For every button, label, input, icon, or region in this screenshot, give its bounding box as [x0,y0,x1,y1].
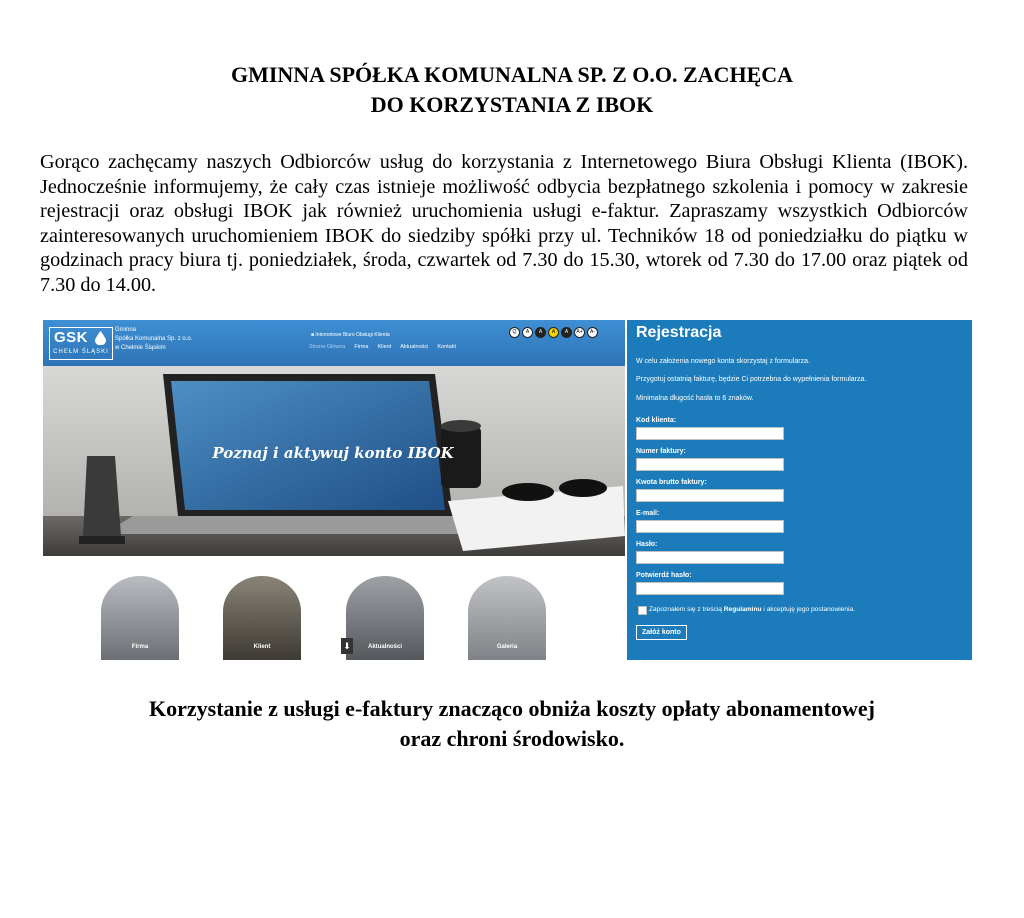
ibok-website [43,320,625,660]
registration-panel [627,320,972,660]
confirm-password-label: Potwierdź hasło: [636,572,692,579]
ibok-screenshot [43,320,972,660]
font-decrease-button[interactable]: A- [587,327,598,338]
title-line-2: DO KORZYSTANIA Z IBOK [370,92,654,117]
tiles-section [43,556,625,660]
search-icon[interactable]: Q [509,327,520,338]
terms-checkbox[interactable] [638,606,647,615]
intro-paragraph: Gorąco zachęcamy naszych Odbiorców usług do korzystania z Internetowego Biura Obsługi Klienta (IBOK). Jednocześnie informujemy, że cały czas istnieje możliwość odbycia bezpłatnego szkolenia i pomocy w zakresie rejestracji oraz obsługi IBOK jak również uruchomienia usługi e-faktur. Zapraszamy wszystkich Odbiorców zainteresowanych uruchomieniem IBOK do siedziby spółki przy ul. Techników 18 od poniedziałku do piątku w godzinach pracy biura tj. poniedziałek, środa, czwartek od 7.30 do 15.30, wtorek od 7.30 do 17.00 oraz piątek od 7.30 do 14.00. [40,151,968,296]
water-drop-icon [95,331,106,345]
invoice-number-label: Numer faktury: [636,448,686,455]
registration-title: Rejestracja [636,324,722,341]
logo-text: GSK [54,329,89,346]
create-account-button[interactable]: Załóż konto [636,625,687,640]
nav-item-aktualnosci[interactable]: Aktualności [400,344,429,350]
confirm-password-input[interactable] [636,582,784,595]
company-line-3: w Chełmie Śląskim [115,345,166,351]
invoice-number-input[interactable] [636,458,784,471]
tile-galeria[interactable] [468,576,546,660]
email-label: E-mail: [636,510,660,517]
download-arrow-icon[interactable]: ⬇ [341,638,353,654]
hero-banner [43,366,625,556]
nav-item-firma[interactable]: Firma [354,344,369,350]
site-nav [309,344,456,350]
company-line-1: Gminna [115,327,137,333]
company-line-2: Spółka Komunalna Sp. z o.o. [115,336,193,342]
site-title [311,332,390,338]
contrast-black-yellow-button[interactable]: A [561,327,572,338]
title-line-1: GMINNA SPÓŁKA KOMUNALNA SP. Z O.O. ZACHĘCA [230,62,794,87]
terms-link[interactable]: Regulaminu [723,606,762,613]
gsk-logo[interactable] [49,327,113,360]
hero-text: Poznaj i aktywuj konto IBOK [212,444,454,462]
font-increase-button[interactable]: A+ [574,327,585,338]
closing-line-1: Korzystanie z usługi e-faktury znacząco obniża koszty opłaty abonamentowej [149,696,875,721]
site-title-text: Internetowe Biuro Obsługi Klienta [315,332,390,338]
email-input[interactable] [636,520,784,533]
client-code-label: Kod klienta: [636,417,677,424]
registration-info-3: Minimalna długość hasła to 6 znaków. [636,395,754,402]
closing-statement [0,694,1024,754]
tile-label: Firma [131,644,149,650]
terms-label [649,606,855,613]
accessibility-controls [509,327,598,338]
contrast-dark-button[interactable]: A [535,327,546,338]
tile-label: Galeria [496,644,518,650]
tile-label: Aktualności [367,644,402,650]
page-title [0,60,1024,120]
tile-klient[interactable] [223,576,301,660]
terms-text-pre: Zapoznałem się z treścią [649,606,724,613]
password-input[interactable] [636,551,784,564]
logo-subtitle: CHEŁM ŚLĄSKI [53,349,109,355]
password-label: Hasło: [636,541,658,548]
client-code-input[interactable] [636,427,784,440]
contrast-default-button[interactable]: A [522,327,533,338]
company-name [115,326,192,353]
invoice-amount-input[interactable] [636,489,784,502]
nav-item-kontakt[interactable]: Kontakt [437,344,457,350]
closing-line-2: oraz chroni środowisko. [399,726,625,751]
tile-firma[interactable] [101,576,179,660]
registration-info-2: Przygotuj ostatnią fakturę, będzie Ci potrzebna do wypełnienia formularza. [636,376,867,383]
site-header [43,320,625,366]
user-icon: ■ [311,332,315,338]
terms-text-post: i akceptuję jego postanowienia. [761,606,855,613]
contrast-yellow-button[interactable]: A [548,327,559,338]
nav-item-klient[interactable]: Klient [377,344,392,350]
invoice-amount-label: Kwota brutto faktury: [636,479,707,486]
registration-info-1: W celu założenia nowego konta skorzystaj z formularza. [636,358,810,365]
nav-item-home[interactable]: Strona Główna [309,344,346,350]
tile-label: Klient [253,644,271,650]
tile-aktualnosci[interactable] [346,576,424,660]
